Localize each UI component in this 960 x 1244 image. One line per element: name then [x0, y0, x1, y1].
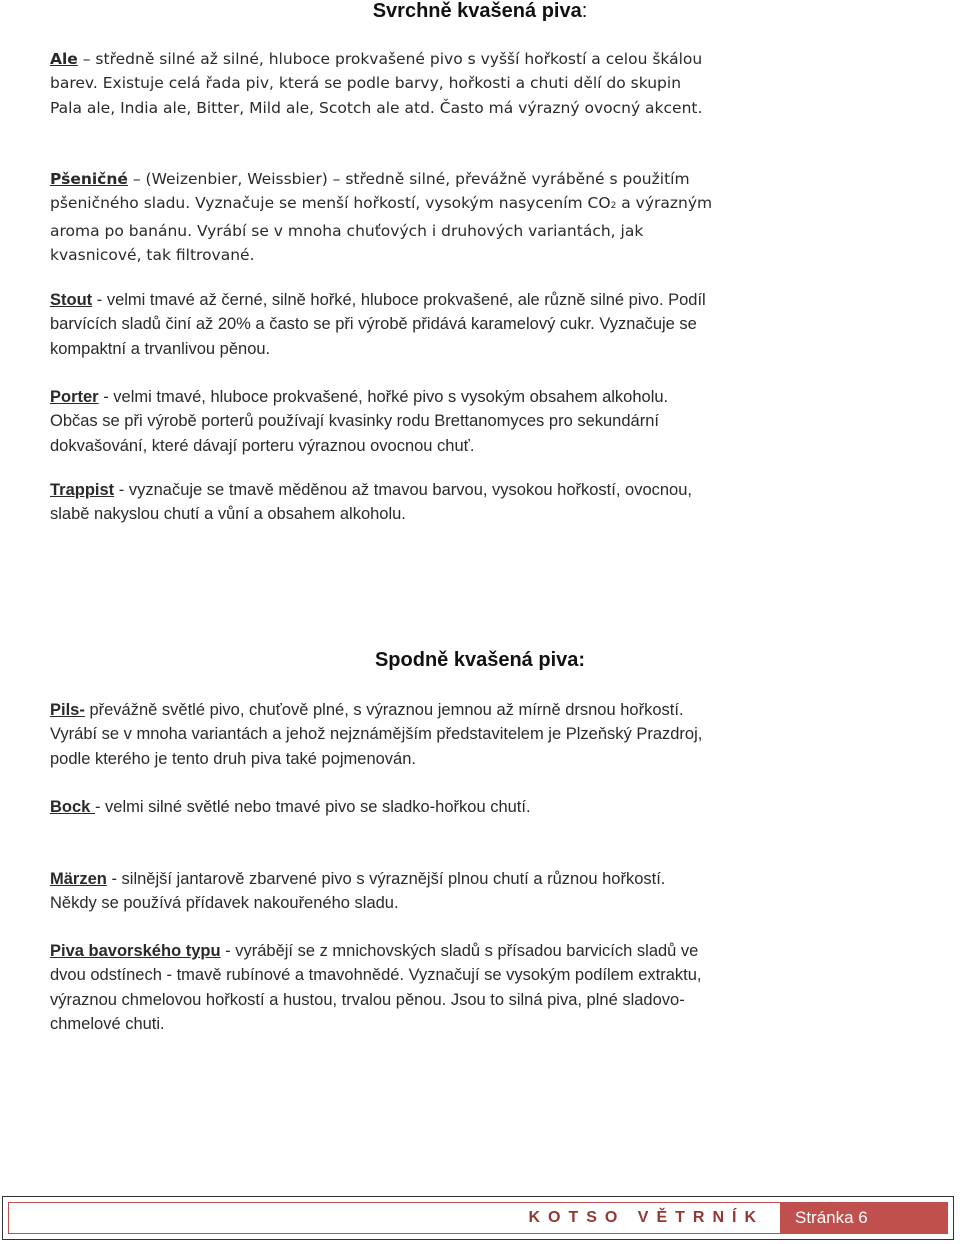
entry-stout — [50, 288, 730, 361]
page-number: Stránka 6 — [795, 1208, 868, 1227]
footer-brand: KOTSO VĚTRNÍK — [8, 1202, 781, 1234]
entry-trappist — [50, 478, 710, 527]
entry-wheat — [50, 167, 730, 267]
term-bock: Bock — [50, 798, 95, 816]
term-porter: Porter — [50, 388, 99, 406]
entry-marzen-text: - silnější jantarově zbarvené pivo s výraznější plnou chutí a různou hořkostí. Někdy se používá přídavek nakouřeného sladu. — [50, 870, 666, 913]
footer-band — [8, 1202, 948, 1234]
term-ale: Ale — [50, 50, 78, 68]
heading-colon: : — [581, 0, 588, 22]
entry-bock-text: - velmi silné světlé nebo tmavé pivo se sladko-hořkou chutí. — [94, 798, 531, 816]
page-footer — [2, 1196, 954, 1240]
term-wheat: Pšeničné — [50, 170, 128, 188]
entry-bavarian — [50, 939, 705, 1036]
entry-stout-text: - velmi tmavé až černé, silně hořké, hluboce prokvašené, ale různě silné pivo. Podíl barvících sladů činí až 20% a často se při výrobě přidává karamelový cukr. Vyznačuje se kompaktní a trvanlivou pěnou. — [50, 291, 706, 358]
term-pils: Pils- — [50, 701, 85, 719]
entry-wheat-text-b: a výrazným aroma po banánu. Vyrábí se v mnoha chuťových i druhových variantách, jak kvasnicové, tak filtrované. — [50, 194, 713, 264]
term-bavarian: Piva bavorského typu — [50, 942, 221, 960]
entry-bock — [50, 795, 730, 819]
entry-trappist-text: - vyznačuje se tmavě měděnou až tmavou barvou, vysokou hořkostí, ovocnou, slabě nakyslou chutí a vůní a obsahem alkoholu. — [50, 481, 692, 524]
entry-marzen — [50, 867, 670, 916]
term-marzen: Märzen — [50, 870, 107, 888]
entry-porter — [50, 385, 720, 458]
section-heading-bottom-fermented: Spodně kvašená piva: — [374, 649, 586, 671]
heading-text: Svrchně kvašená piva — [372, 0, 582, 22]
entry-wheat-text-a: – (Weizenbier, Weissbier) – středně silné, převážně vyráběné s použitím pšeničného sladu. Vyznačuje se menší hořkostí, vysokým nasycením CO — [50, 170, 690, 213]
entry-pils — [50, 698, 710, 771]
entry-ale-text: – středně silné až silné, hluboce prokvašené pivo s vyšší hořkostí a celou škálou barev. Existuje celá řada piv, která se podle barvy, hořkosti a chuti dělí do skupin Pala ale, India ale, Bitter, Mild ale, Scotch ale atd. Často má výrazný ovocný akcent. — [50, 50, 703, 117]
entry-bavarian-text: - vyrábějí se z mnichovských sladů s přísadou barvicích sladů ve dvou odstínech - tmavě rubínové a tmavohnědé. Vyznačují se vysokým podílem extraktu, výraznou chmelovou hořkostí a hustou, trvalou pěnou. Jsou to silná piva, plné sladovo-chmelové chuti. — [50, 942, 702, 1033]
term-stout: Stout — [50, 291, 93, 309]
co2-subscript: 2 — [610, 201, 617, 212]
entry-ale — [50, 47, 715, 120]
entry-porter-text: - velmi tmavé, hluboce prokvašené, hořké pivo s vysokým obsahem alkoholu. Občas se při výrobě porterů používají kvasinky rodu Brettanomyces pro sekundární dokvašování, které dávají porteru výraznou ovocnou chuť. — [50, 388, 669, 455]
term-trappist: Trappist — [50, 481, 115, 499]
section-heading-top-fermented — [0, 0, 960, 23]
entry-pils-text: převážně světlé pivo, chuťově plné, s výraznou jemnou až mírně drsnou hořkostí. Vyrábí se v mnoha variantách a jehož nejznámějším představitelem je Plzeňský Prazdroj, podle kterého je tento druh piva také pojmenován. — [50, 701, 703, 768]
